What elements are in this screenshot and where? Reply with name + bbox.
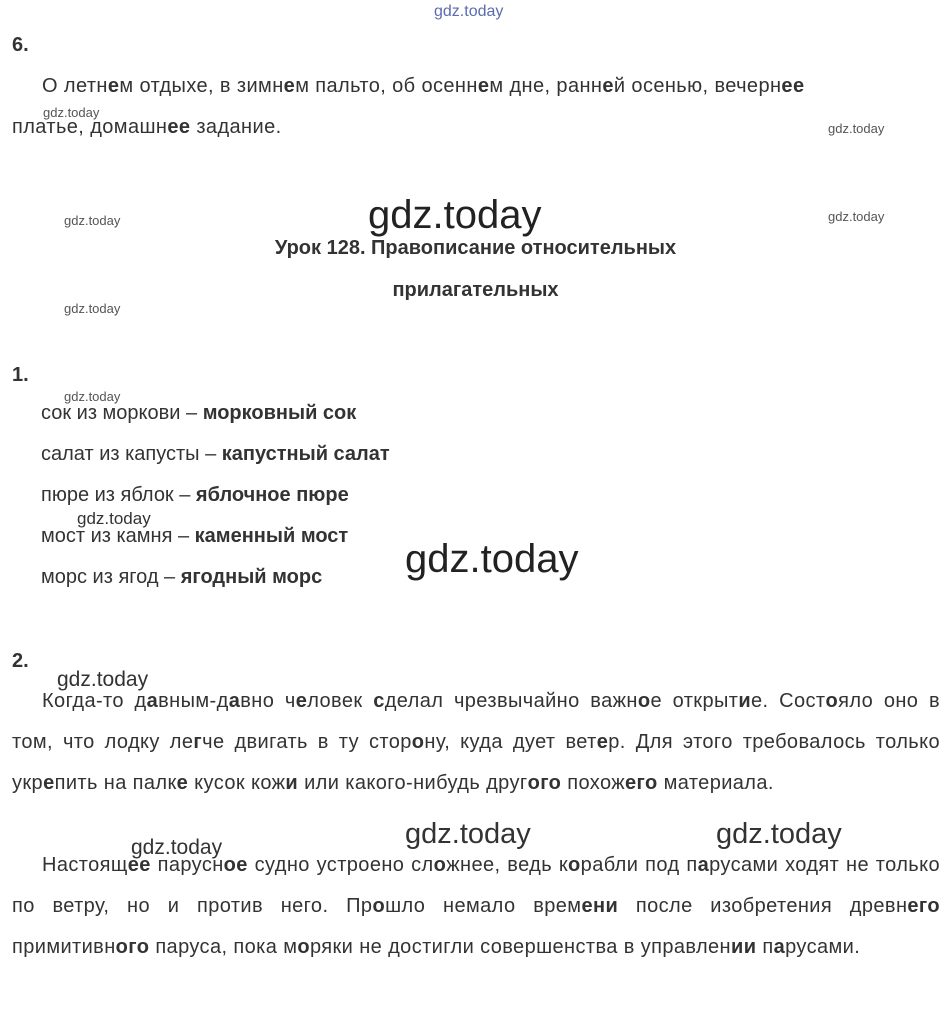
phrase: сок из моркови –	[41, 402, 203, 424]
answer: ягодный морс	[180, 566, 323, 588]
watermark: gdz.today	[405, 818, 531, 850]
answer: каменный мост	[194, 525, 349, 547]
text-fragment: платье, домашн	[12, 116, 168, 138]
phrase: мост из камня –	[41, 525, 195, 547]
watermark: gdz.today	[716, 818, 842, 850]
watermark: gdz.today	[368, 193, 542, 237]
exercise-6-text	[12, 66, 940, 148]
text-fragment: м пальто, об осенн	[295, 75, 478, 97]
text-fragment: задание.	[190, 116, 282, 138]
watermark: gdz.today	[828, 121, 885, 136]
watermark: gdz.today	[43, 105, 100, 120]
list-item	[41, 402, 356, 425]
watermark: gdz.today	[64, 301, 121, 316]
watermark: gdz.today	[57, 668, 149, 691]
bold-letter: е	[107, 75, 120, 97]
watermark: gdz.today	[405, 537, 579, 581]
exercise-2-number: 2.	[12, 650, 29, 672]
watermark: gdz.today	[64, 213, 121, 228]
bold-letter: ее	[781, 75, 805, 97]
phrase: морс из ягод –	[41, 566, 181, 588]
bold-letter: е	[602, 75, 614, 97]
list-item	[41, 443, 390, 466]
bold-letter: ее	[167, 116, 191, 138]
exercise-2-paragraph-1: Когда-то давным-давно человек сделал чрезвычайно важное открытие. Состояло оно в том, что лодку легче двигать в ту сторону, куда дует ветер. Для этого требовалось только укрепить на палке кусок кожи или какого-нибудь другого похожего материала.	[12, 690, 941, 794]
lesson-title-line2: прилагательных	[392, 279, 559, 301]
answer: морковный сок	[202, 402, 357, 424]
bold-letter: е	[477, 75, 490, 97]
answer: яблочное пюре	[195, 484, 349, 506]
list-item	[41, 566, 322, 589]
text-fragment: О летн	[42, 75, 108, 97]
phrase: пюре из яблок –	[41, 484, 196, 506]
watermark: gdz.today	[131, 836, 223, 859]
watermark: gdz.today	[828, 209, 885, 224]
text-fragment: м дне, ранн	[489, 75, 603, 97]
bold-letter: е	[283, 75, 296, 97]
exercise-6-number: 6.	[12, 34, 29, 56]
list-item	[41, 484, 349, 507]
watermark: gdz.today	[64, 389, 121, 404]
lesson-title-line1: Урок 128. Правописание относительных	[274, 237, 677, 259]
text-fragment: м отдыхе, в зимн	[119, 75, 284, 97]
exercise-1-number: 1.	[12, 364, 29, 386]
text-fragment: й осенью, вечерн	[613, 75, 782, 97]
phrase: салат из капусты –	[41, 443, 222, 465]
watermark: gdz.today	[77, 509, 151, 528]
exercise-2-paragraph-2: Настоящее парусное судно устроено сложнее, ведь корабли под парусами ходят не только по ветру, но и против него. Прошло немало времени после изобретения древнего примитивного паруса, пока моряки не достигли совершенства в управлении парусами.	[12, 854, 941, 958]
answer: капустный салат	[221, 443, 390, 465]
watermark-top: gdz.today	[434, 3, 504, 20]
